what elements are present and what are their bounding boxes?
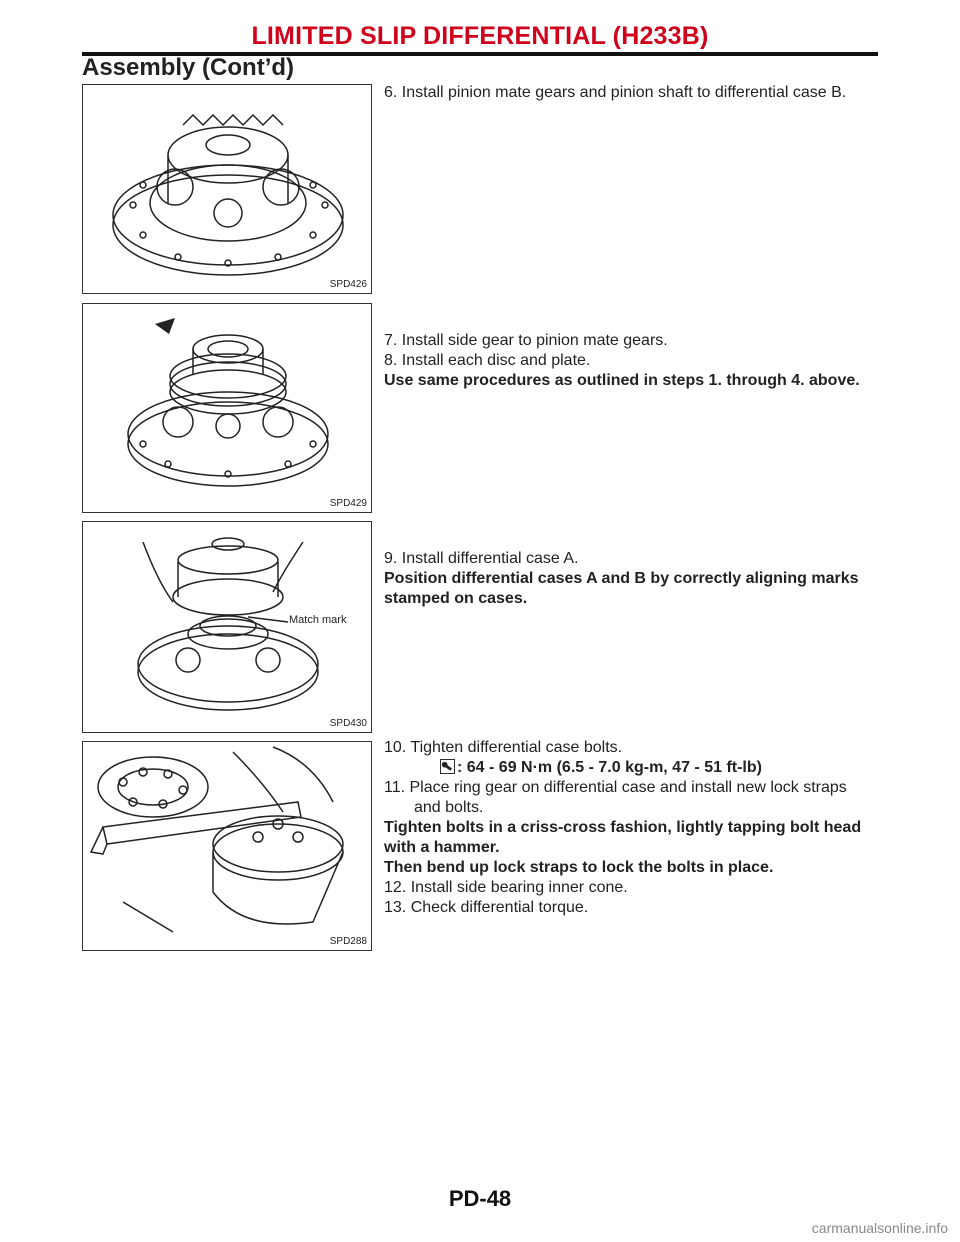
pinion-gear-illustration [83,85,373,295]
step-11-note-2: Then bend up lock straps to lock the bolts in place. [384,859,774,876]
differential-case-alignment-illustration [83,522,373,734]
watermark: carmanualsonline.info [811,1220,948,1236]
step-6-block [384,83,884,103]
figure-spd426 [82,84,372,294]
section-title: Assembly (Cont’d) [82,54,295,81]
side-gear-disc-illustration [83,304,373,514]
step-12: 12. Install side bearing inner cone. [384,879,628,896]
step-9-note: Position differential cases A and B by correctly aligning marks stamped on cases. [384,570,859,607]
step-10-13-block [384,738,884,918]
match-mark-callout: Match mark [289,614,347,626]
figure-code: SPD430 [329,718,367,729]
figure-spd429 [82,303,372,513]
figure-code: SPD288 [329,936,367,947]
ring-gear-bolt-illustration [83,742,373,952]
page-header-title: LIMITED SLIP DIFFERENTIAL (H233B) [251,22,709,50]
page-number: PD-48 [448,1186,512,1211]
step-11-note: Tighten bolts in a criss-cross fashion, lightly tapping bolt head with a hammer. [384,819,862,856]
step-8-note: Use same procedures as outlined in steps 1. through 4. above. [384,372,860,389]
step-13: 13. Check differential torque. [384,899,589,916]
step-6: 6. Install pinion mate gears and pinion shaft to differential case B. [384,84,847,101]
figure-code: SPD429 [329,498,367,509]
figure-code: SPD426 [329,279,367,290]
step-11-cont: and bolts. [414,799,484,816]
figure-spd430 [82,521,372,733]
torque-wrench-icon [440,759,455,774]
step-9: 9. Install differential case A. [384,550,579,567]
torque-value: : 64 - 69 N·m (6.5 - 7.0 kg-m, 47 - 51 ft-lb) [457,759,762,776]
step-9-block [384,549,884,609]
step-8: 8. Install each disc and plate. [384,352,591,369]
step-10: 10. Tighten differential case bolts. [384,739,623,756]
torque-spec [384,758,884,778]
step-7-8-block [384,331,884,391]
step-7: 7. Install side gear to pinion mate gears. [384,332,668,349]
step-11: 11. Place ring gear on differential case and install new lock straps [384,779,847,796]
figure-spd288 [82,741,372,951]
